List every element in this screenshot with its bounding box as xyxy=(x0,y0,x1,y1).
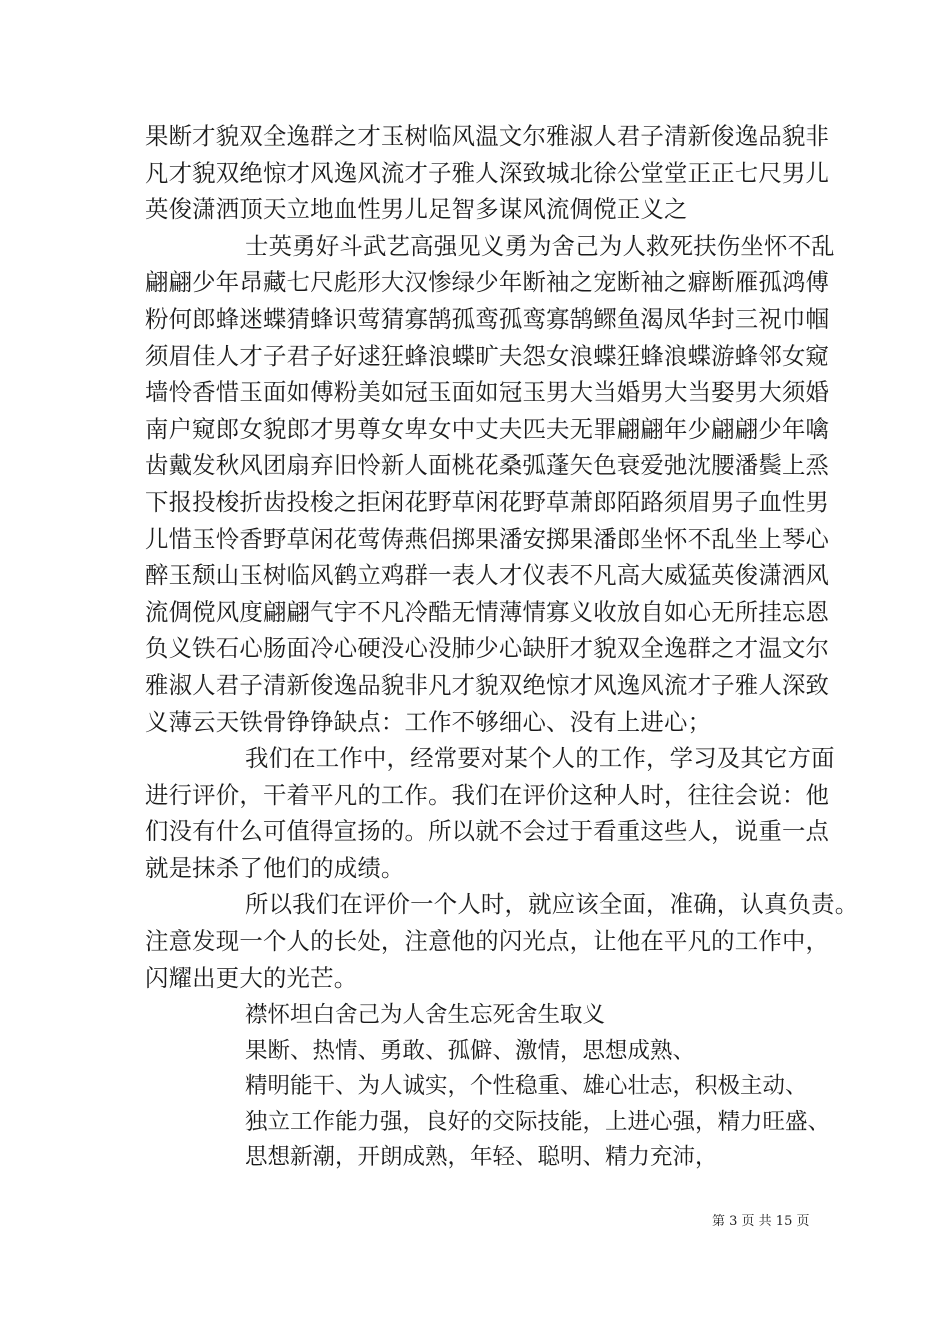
text-line: 凡才貌双绝惊才风逸风流才子雅人深致城北徐公堂堂正正七尺男儿 xyxy=(145,158,830,187)
text-line: 负义铁石心肠面冷心硬没心没肺少心缺肝才貌双全逸群之才温文尔 xyxy=(145,634,830,663)
text-line: 英俊潇洒顶天立地血性男儿足智多谋风流倜傥正义之 xyxy=(145,195,688,224)
text-line: 士英勇好斗武艺高强见义勇为舍己为人救死扶伤坐怀不乱 xyxy=(245,231,835,260)
text-line: 醉玉颓山玉树临风鹤立鸡群一表人才仪表不凡高大威猛英俊潇洒风 xyxy=(145,561,830,590)
text-line: 流倜傥风度翩翩气宇不凡冷酷无情薄情寡义收放自如心无所挂忘恩 xyxy=(145,597,830,626)
page-number: 第 3 页 共 15 页 xyxy=(712,1214,810,1229)
page-footer xyxy=(0,1213,950,1231)
text-line: 齿戴发秋风团扇弃旧怜新人面桃花桑弧蓬矢色衰爱弛沈腰潘鬓上烝 xyxy=(145,451,830,480)
text-line: 所以我们在评价一个人时，就应该全面，准确，认真负责。 xyxy=(245,890,859,919)
list-item: 精明能干、为人诚实，个性稳重、雄心壮志，积极主动、 xyxy=(245,1073,808,1100)
text-line: 果断才貌双全逸群之才玉树临风温文尔雅淑人君子清新俊逸品貌非 xyxy=(145,122,830,150)
text-line: 下报投梭折齿投梭之拒闲花野草闲花野草萧郎陌路须眉男子血性男 xyxy=(145,487,830,516)
document-body xyxy=(145,118,859,1176)
list-item: 思想新潮，开朗成熟，年轻、聪明、精力充沛， xyxy=(245,1144,718,1171)
list-item: 襟怀坦白舍己为人舍生忘死舍生取义 xyxy=(245,1002,606,1029)
text-line: 们没有什么可值得宣扬的。所以就不会过于看重这些人，说重一点 xyxy=(145,817,830,846)
text-line: 翩翩少年昂藏七尺彪形大汉惨绿少年断袖之宠断袖之癖断雁孤鸿傅 xyxy=(145,268,830,297)
text-line: 墙怜香惜玉面如傅粉美如冠玉面如冠玉男大当婚男大当娶男大须婚 xyxy=(145,378,830,407)
text-line: 我们在工作中，经常要对某个人的工作，学习及其它方面 xyxy=(245,744,835,773)
list-item: 独立工作能力强，良好的交际技能，上进心强，精力旺盛、 xyxy=(245,1108,831,1135)
text-line: 雅淑人君子清新俊逸品貌非凡才貌双绝惊才风逸风流才子雅人深致 xyxy=(145,670,830,699)
paragraph xyxy=(145,886,859,996)
text-line: 就是抹杀了他们的成绩。 xyxy=(145,853,405,882)
text-line: 儿惜玉怜香野草闲花莺俦燕侣掷果潘安掷果潘郎坐怀不乱坐上琴心 xyxy=(145,524,830,553)
text-line: 闪耀出更大的光芒。 xyxy=(145,963,358,992)
list-item: 果断、热情、勇敢、孤僻、激情，思想成熟、 xyxy=(245,1037,696,1064)
text-line: 须眉佳人才子君子好逑狂蜂浪蝶旷夫怨女浪蝶狂蜂浪蝶游蜂邻女窥 xyxy=(145,341,830,370)
text-line: 注意发现一个人的长处，注意他的闪光点，让他在平凡的工作中， xyxy=(145,927,830,956)
paragraph xyxy=(145,740,835,886)
paragraph xyxy=(145,118,830,228)
text-line: 义薄云天铁骨铮铮缺点：工作不够细心、没有上进心； xyxy=(145,707,712,736)
text-line: 进行评价，干着平凡的工作。我们在评价这种人时，往往会说：他 xyxy=(145,780,830,809)
paragraph xyxy=(145,228,835,740)
text-line: 粉何郎蜂迷蝶猜蜂识莺猜寡鹄孤鸾孤鸾寡鹄鳏鱼渴凤华封三祝巾帼 xyxy=(145,304,830,333)
trait-list xyxy=(145,998,831,1176)
text-line: 南户窥郎女貌郎才男尊女卑女中丈夫匹夫无罪翩翩年少翩翩少年噙 xyxy=(145,414,830,443)
